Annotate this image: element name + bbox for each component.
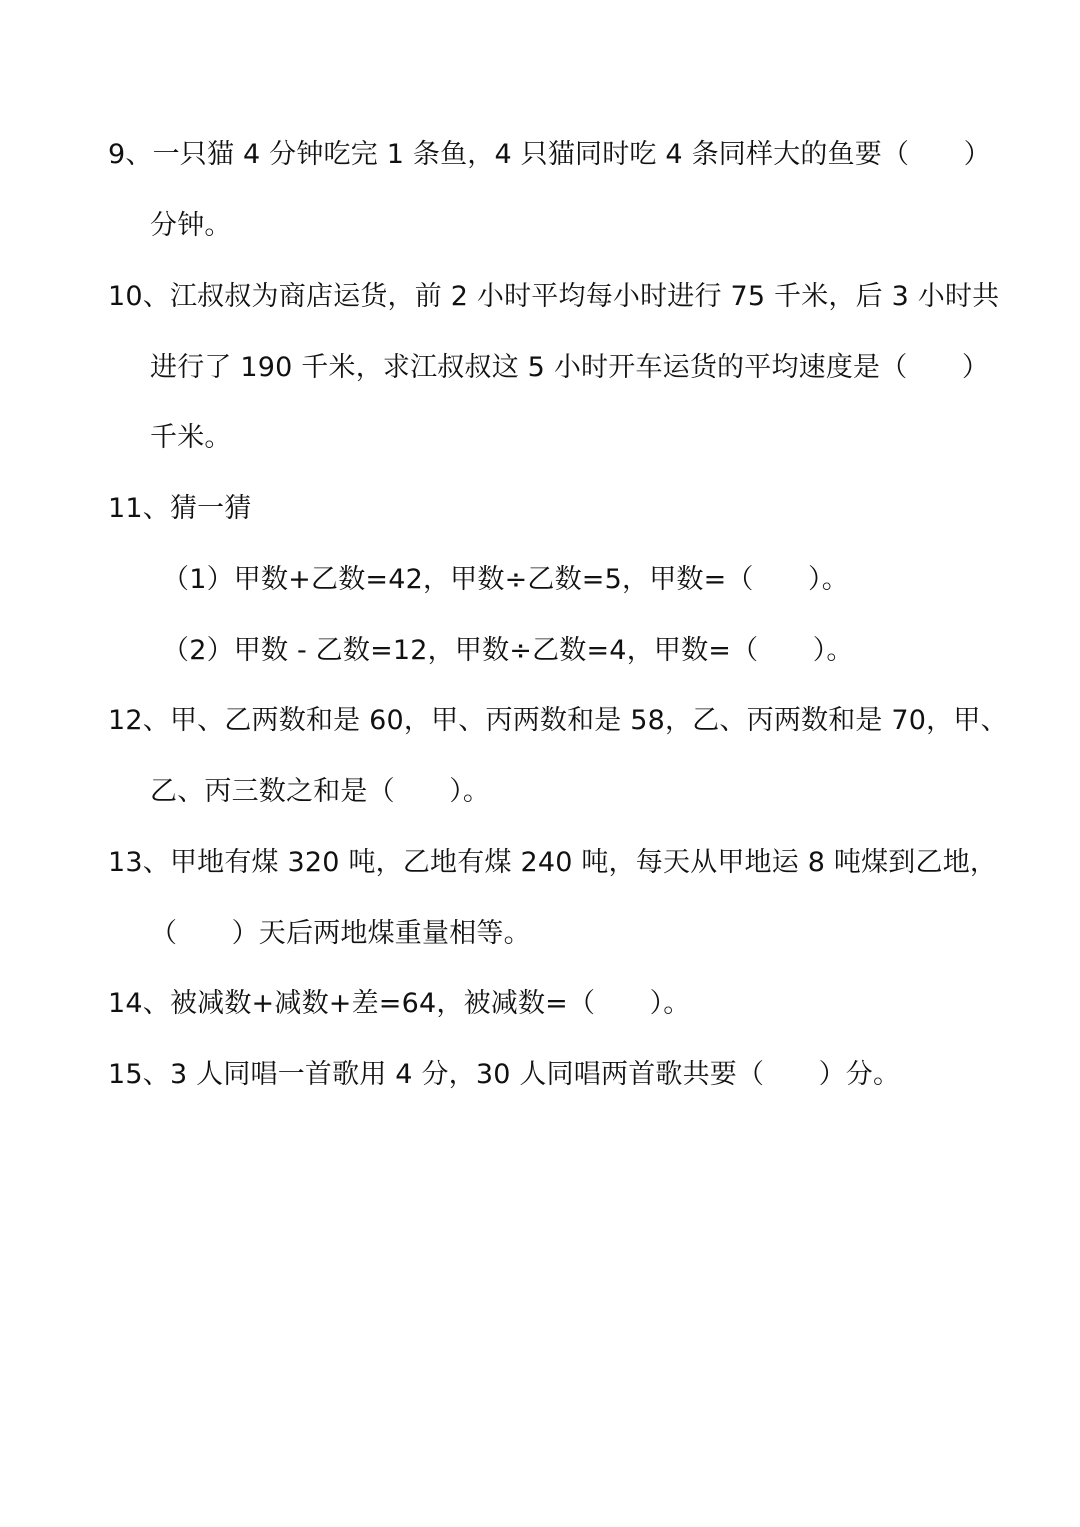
question-11-title: 11、猜一猜: [108, 493, 252, 524]
question-15-line-1: 15、3 人同唱一首歌用 4 分，30 人同唱两首歌共要（ ）分。: [108, 1059, 901, 1090]
question-9-line-1: 9、一只猫 4 分钟吃完 1 条鱼，4 只猫同时吃 4 条同样大的鱼要（ ）: [108, 139, 991, 170]
question-10-line-2: 进行了 190 千米，求江叔叔这 5 小时开车运货的平均速度是（ ）: [150, 352, 990, 383]
question-11-sub-1: （1）甲数+乙数=42，甲数÷乙数=5，甲数=（ ）。: [162, 564, 849, 595]
question-10-line-1: 10、江叔叔为商店运货，前 2 小时平均每小时进行 75 千米，后 3 小时共: [108, 281, 1000, 312]
question-13-line-2: （ ）天后两地煤重量相等。: [150, 918, 531, 949]
question-9-line-2: 分钟。: [150, 210, 232, 241]
question-14-line-1: 14、被减数+减数+差=64，被减数=（ ）。: [108, 988, 691, 1019]
question-12-line-2: 乙、丙三数之和是（ ）。: [150, 776, 491, 807]
question-11-sub-2: （2）甲数 - 乙数=12，甲数÷乙数=4，甲数=（ ）。: [162, 635, 854, 666]
question-12-line-1: 12、甲、乙两数和是 60，甲、丙两数和是 58，乙、丙两数和是 70，甲、: [108, 705, 1008, 736]
question-10-line-3: 千米。: [150, 422, 232, 453]
question-13-line-1: 13、甲地有煤 320 吨，乙地有煤 240 吨，每天从甲地运 8 吨煤到乙地，: [108, 847, 998, 878]
